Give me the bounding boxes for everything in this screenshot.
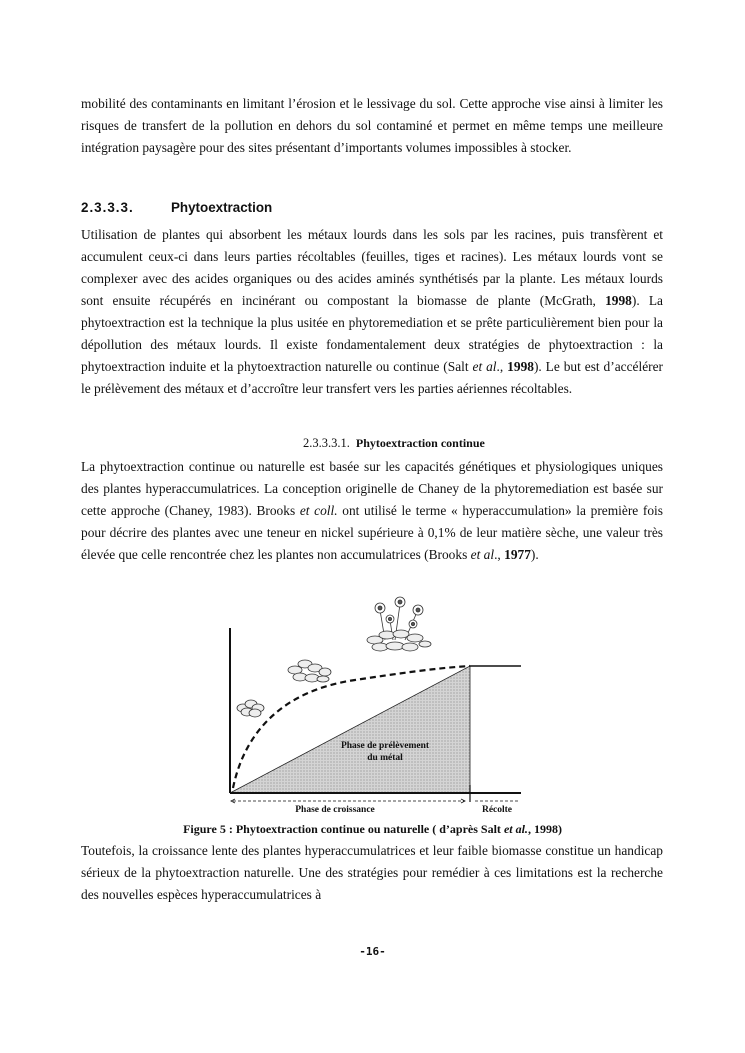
paragraph-text: mobilité des contaminants en limitant l’érosion et le lessivage du sol. Cette approche vise ainsi à limiter les risques de transfert de la pollution en dehors du sol contaminé et permet en même temps une meilleure intégration paysagère pour des sites présentant d’importants volumes impossibles à stocker. [81, 96, 663, 155]
paragraph-text: ., [496, 359, 508, 374]
phase-label-line2: du métal [367, 753, 403, 763]
paragraph-text: ont utilisé le terme « hyperaccumulation» la première fois pour décrire des plantes avec une teneur en nickel supérieure à 0,1% de leur matière sèche, une valeur très élevée que celle rencontrée chez les plantes non accumulatrices (Brooks [81, 503, 663, 562]
paragraph-continue [81, 456, 663, 566]
section-title: Phytoextraction [171, 200, 273, 215]
phytoextraction-figure [225, 590, 525, 818]
caption-etal: et al. [503, 822, 528, 836]
caption-text: Figure 5 : Phytoextraction continue ou naturelle ( d’après Salt [183, 822, 504, 836]
medium-plant-icon [288, 660, 331, 682]
paragraph-text: ). Le but est d’accélérer le prélèvement des métaux et d’accroître leur transfert vers les parties aériennes récoltables. [81, 359, 664, 396]
citation-year: 1998 [605, 293, 632, 308]
caption-text: , 1998) [527, 822, 562, 836]
page-number: -16- [359, 945, 386, 958]
paragraph-text: Utilisation de plantes qui absorbent les métaux lourds dans les sols par les racines, puis transfèrent et accumulent ceux-ci dans leurs parties récoltables (feuilles, tiges et racines). Les métaux lourds vont se complexer avec des acides organiques ou des acides aminés synthétisés par la plante. Les métaux lourds sont ensuite récupérés en incinérant ou compostant la biomasse de plante (McGrath, [81, 227, 663, 308]
subsection-heading [303, 436, 485, 451]
paragraph-text: La phytoextraction continue ou naturelle est basée sur les capacités génétiques et physiologiques uniques des plantes hyperaccumulatrices. La conception originelle de Chaney de la phytoremediation est basée sur cette approche (Chaney, 1983). Brooks [81, 459, 663, 518]
paragraph-text: ). [530, 547, 539, 562]
paragraph-text: ., [494, 547, 505, 562]
citation-year: 1977 [504, 547, 531, 562]
paragraph-toutefois [81, 840, 663, 906]
axis-label-harvest: Récolte [481, 805, 513, 815]
citation-etal: et al [472, 359, 497, 374]
axis-label-growth: Phase de croissance [295, 805, 375, 815]
subsection-number: 2.3.3.3.1. [303, 436, 350, 450]
paragraph-text: ). La phytoextraction est la technique la plus usitée en phytoremediation et se prête particulièrement bien pour la dépollution des métaux lourds. Il existe fondamentalement deux stratégies de phytoextraction : la phytoextraction induite et la phytoextraction naturelle ou continue (Salt [81, 293, 663, 374]
section-heading [81, 200, 272, 215]
subsection-title: Phytoextraction continue [355, 436, 485, 450]
metal-uptake-area [230, 666, 470, 793]
paragraph-intro [81, 93, 663, 159]
phase-label-line1: Phase de prélèvement [340, 741, 430, 751]
large-plant-icon [367, 597, 431, 651]
citation-etal: et al [470, 547, 495, 562]
figure-caption [0, 822, 745, 837]
paragraph-text: Toutefois, la croissance lente des plantes hyperaccumulatrices et leur faible biomasse constitue un handicap sérieux de la phytoextraction naturelle. Une des stratégies pour remédier à ces limitations est la recherche des nouvelles espèces hyperaccumulatrices à [81, 843, 663, 902]
section-number: 2.3.3.3. [81, 200, 134, 215]
citation-year: 1998 [507, 359, 534, 374]
small-plant-icon [237, 700, 264, 717]
citation-etcoll: et coll. [299, 503, 338, 518]
paragraph-phytoextraction [81, 224, 663, 400]
